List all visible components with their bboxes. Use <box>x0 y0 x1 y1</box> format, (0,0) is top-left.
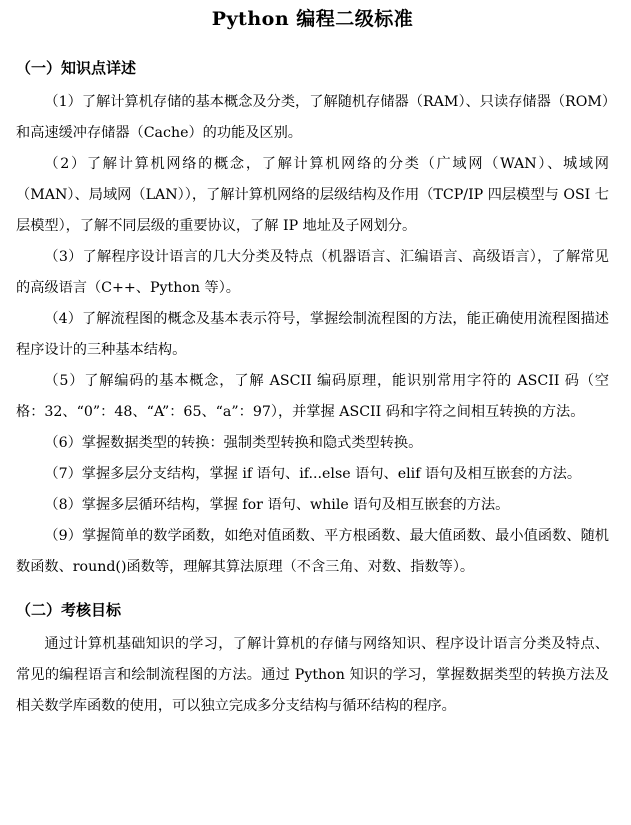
knowledge-point-item-7: （7）掌握多层分支结构，掌握 if 语句、if...else 语句、elif 语句及相互嵌套的方法。 <box>44 466 582 482</box>
knowledge-point-item-2: （2）了解计算机网络的概念，了解计算机网络的分类（广域网（WAN）、城域网（MAN）、局域网（LAN）），了解计算机网络的层级结构及作用（TCP/IP 四层模型与 OSI 七层模型），了解不同层级的重要协议，了解 IP 地址及子网划分。 <box>16 156 609 234</box>
knowledge-point-item-5: （5）了解编码的基本概念，了解 ASCII 编码原理，能识别常用字符的 ASCII 码（空格：32、“0”：48、“A”：65、“a”：97），并掌握 ASCII 码和字符之间相互转换的方法。 <box>16 373 609 420</box>
knowledge-point-item-8: （8）掌握多层循环结构，掌握 for 语句、while 语句及相互嵌套的方法。 <box>44 497 510 513</box>
knowledge-point-item-6: （6）掌握数据类型的转换：强制类型转换和隐式类型转换。 <box>44 435 423 451</box>
knowledge-point-item-4: （4）了解流程图的概念及基本表示符号，掌握绘制流程图的方法，能正确使用流程图描述程序设计的三种基本结构。 <box>16 311 609 358</box>
assessment-goals-paragraph: 通过计算机基础知识的学习，了解计算机的存储与网络知识、程序设计语言分类及特点、常见的编程语言和绘制流程图的方法。通过 Python 知识的学习，掌握数据类型的转换方法及相关数学库函数的使用，可以独立完成多分支结构与循环结构的程序。 <box>16 636 609 714</box>
knowledge-point-list <box>16 87 609 583</box>
knowledge-point-item-3: （3）了解程序设计语言的几大分类及特点（机器语言、汇编语言、高级语言），了解常见的高级语言（C++、Python 等）。 <box>16 249 609 296</box>
document-title: Python 编程二级标准 <box>211 8 414 30</box>
knowledge-point-item-1: （1）了解计算机存储的基本概念及分类，了解随机存储器（RAM）、只读存储器（ROM）和高速缓冲存储器（Cache）的功能及区别。 <box>16 94 609 141</box>
section-heading-knowledge-points: （一）知识点详述 <box>16 59 137 77</box>
knowledge-point-item-9: （9）掌握简单的数学函数，如绝对值函数、平方根函数、最大值函数、最小值函数、随机数函数、round()函数等，理解其算法原理（不含三角、对数、指数等）。 <box>16 528 609 575</box>
section-heading-assessment-goals: （二）考核目标 <box>16 601 122 619</box>
